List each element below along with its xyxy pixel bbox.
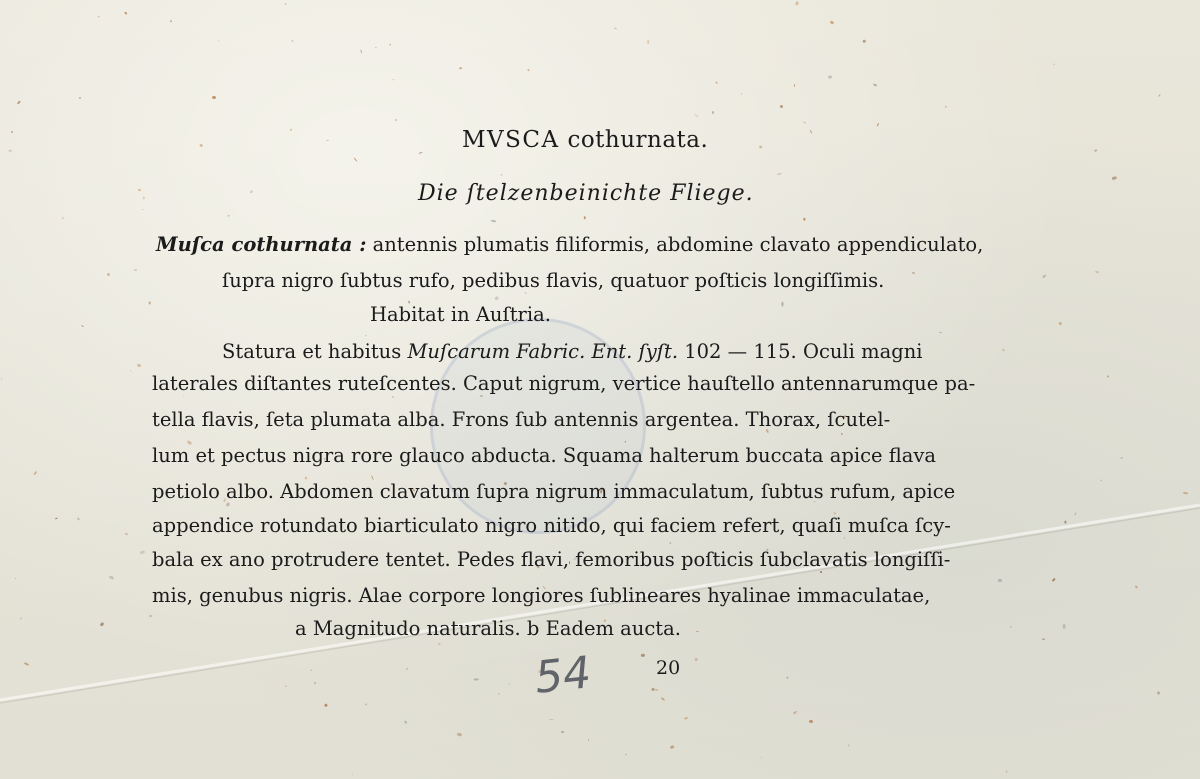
paper-speck [212,96,217,99]
paper-speck [1042,274,1047,279]
paper-speck [403,720,407,724]
paper-speck [741,93,742,95]
paper-speck [809,720,813,723]
paper-speck [1042,639,1045,641]
diagnosis-line-1 [156,233,1040,257]
paper-speck [418,151,423,154]
paper-speck [939,332,942,334]
paper-speck [841,433,843,435]
paper-speck [761,757,762,758]
paper-speck [945,106,947,108]
paper-speck [873,83,878,87]
paper-speck [23,662,28,666]
paper-speck [669,542,671,544]
paper-speck [134,269,138,272]
body-text: 102 — 115. Oculi magni [684,340,923,363]
paper-speck [827,76,832,79]
paper-speck [375,47,376,49]
paper-speck [876,123,879,127]
paper-speck [138,189,141,192]
paper-speck [684,717,688,720]
paper-speck [715,81,718,84]
paper-speck [143,196,145,199]
paper-speck [228,215,230,216]
paper-speck [647,40,650,44]
paper-speck [392,78,395,80]
body-line-5: petiolo albo. Abdomen clavatum ſupra nigrum immaculatum, ſubtus rufum, apice [152,480,956,503]
paper-speck [124,12,127,15]
paper-speck [19,617,22,620]
paper-speck [712,111,714,114]
body-line-1 [222,340,1040,364]
body-line-6: appendice rotundato biarticulato nigro nitido, qui faciem refert, quaſi muſca ſcy- [152,514,951,537]
paper-speck [77,517,80,520]
paper-speck [1094,150,1098,153]
body-line-4: lum et pectus nigra rore glauco abducta. Squama halterum buccata apice flava [152,444,936,467]
paper-speck [759,146,763,149]
paper-speck [290,128,293,131]
paper-speck [614,28,617,30]
paper-speck [494,296,499,300]
paper-speck [200,144,204,148]
paper-speck [695,658,698,661]
paper-speck [1183,492,1188,495]
paper-speck [1094,271,1098,274]
paper-speck [1135,585,1138,588]
paper-speck [584,216,586,220]
paper-speck [508,682,510,684]
paper-speck [437,643,440,646]
paper-speck [406,668,409,671]
paper-speck [1053,63,1055,66]
paper-speck [360,50,362,54]
paper-speck [100,621,105,626]
paper-speck [250,190,253,193]
paper-speck [803,217,806,220]
paper-speck [1065,520,1067,523]
paper-speck [457,733,462,737]
paper-speck [777,173,782,175]
paper-speck [501,174,503,176]
paper-speck [830,20,835,25]
paper-speck [365,335,367,337]
paper-speck [142,209,144,211]
paper-speck [696,631,699,633]
paper-speck [795,1,799,6]
paper-speck [170,20,172,22]
paper-speck [326,140,329,141]
paper-speck [11,131,14,134]
paper-speck [786,677,789,679]
paper-speck [549,719,554,720]
paper-speck [389,44,390,46]
page-number: 20 [656,657,681,679]
paper-speck [498,693,500,695]
paper-speck [1,377,3,380]
paper-speck [325,703,329,707]
paper-speck [794,84,795,87]
body-text: Statura et habitus [222,340,402,363]
paper-speck [55,518,58,520]
paper-speck [625,753,628,755]
paper-speck [1006,771,1007,773]
paper-speck [474,677,479,680]
paper-speck [98,16,100,18]
paper-speck [1010,626,1011,628]
paper-speck [641,654,645,657]
body-line-8: mis, genubus nigris. Alae corpore longiores ſublineares hyalinae immaculatae, [152,584,931,607]
title-genus: MVSCA [462,127,560,153]
paper-speck [793,711,797,715]
page-title [462,128,708,152]
paper-speck [106,273,110,277]
pencil-annotation: 54 [532,647,594,704]
paper-speck [62,217,64,219]
paper-speck [809,129,812,133]
paper-speck [394,119,397,122]
paper-speck [1063,624,1066,629]
citation: Muſcarum Fabric. Ent. ſyſt. [407,340,679,363]
paper-speck [1058,322,1062,326]
paper-speck [588,739,590,742]
figure-caption: a Magnitudo naturalis. b Eadem aucta. [295,617,681,640]
paper-speck [1157,692,1161,696]
body-line-2: laterales diſtantes ruteſcentes. Caput nigrum, vertice hauſtello antennarumque pa- [152,372,976,395]
paper-speck [561,731,564,733]
paper-speck [130,370,132,372]
paper-speck [313,682,316,685]
paper-speck [285,3,287,5]
paper-speck [15,578,16,579]
paper-speck [670,745,675,749]
paper-speck [780,105,783,108]
paper-speck [912,271,916,274]
paper-speck [140,550,146,554]
paper-speck [847,744,850,748]
paper-speck [310,669,312,672]
paper-speck [694,114,698,117]
paper-speck [81,325,84,327]
paper-speck [284,686,287,688]
paper-speck [863,40,866,43]
paper-speck [661,697,665,701]
body-line-3: tella flavis, ſeta plumata alba. Frons ſub antennis argentea. Thorax, ſcutel- [152,408,891,431]
paper-speck [352,774,354,776]
paper-speck [218,40,220,42]
paper-speck [1120,456,1123,459]
diagnosis-text: antennis plumatis filiformis, abdomine clavato appendiculato, [372,233,984,256]
paper-speck [148,302,150,305]
paper-speck [9,150,12,152]
paper-speck [17,100,21,104]
species-name: Muſca cothurnata : [156,233,367,256]
paper-speck [1052,578,1056,582]
paper-speck [491,220,496,223]
paper-speck [137,363,142,367]
diagnosis-line-2: ſupra nigro ſubtus rufo, pedibus flavis, quatuor poſticis longiſſimis. [222,269,885,292]
paper-speck [108,575,113,580]
paper-speck [781,302,783,307]
paper-speck [149,615,152,617]
paper-speck [655,689,659,692]
paper-speck [1158,93,1161,96]
paper-speck [364,703,367,706]
paper-speck [527,69,530,72]
body-line-7: bala ex ano protrudere tentet. Pedes flavi, femoribus poſticis ſubclavatis longiſſi- [152,548,951,571]
page-subtitle: Die ſtelzenbeinichte Fliege. [418,181,754,206]
paper-speck [79,96,82,99]
paper-speck [803,122,806,125]
paper-speck [1100,479,1102,482]
title-species: cothurnata. [567,127,709,153]
paper-speck [291,39,293,41]
paper-speck [1112,177,1117,181]
paper-speck [998,579,1003,582]
paper-speck [354,158,358,162]
paper-speck [33,471,37,476]
paper-speck [1106,375,1109,378]
paper-speck [125,532,128,535]
paper-speck [459,67,463,70]
habitat-line: Habitat in Auſtria. [370,303,551,326]
paper-speck [1074,512,1076,515]
